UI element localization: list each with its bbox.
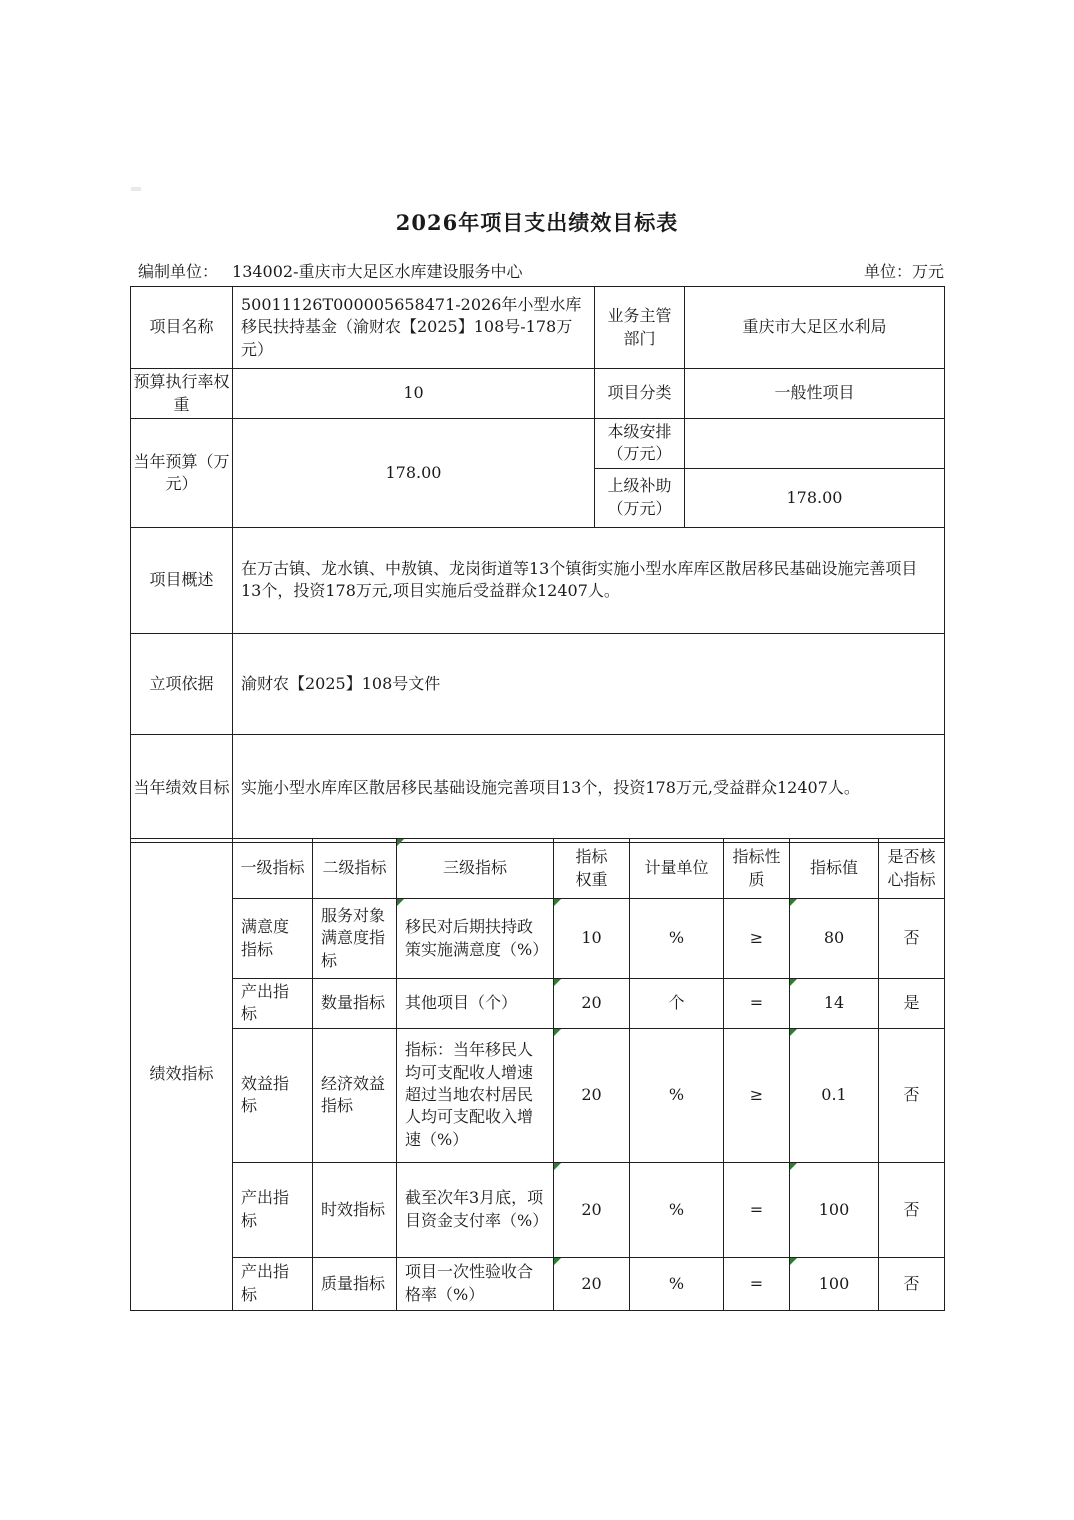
green-corner-flag-icon (790, 1258, 797, 1265)
cell-value: 80 (790, 899, 879, 979)
green-corner-flag-icon (790, 1029, 797, 1036)
cell-unit: % (630, 899, 724, 979)
prepared-by-label: 编制单位： (138, 262, 219, 281)
prepared-by-value: 134002-重庆市大足区水库建设服务中心 (232, 262, 523, 281)
cell-weight: 20 (554, 1257, 630, 1310)
meta-row (138, 259, 944, 282)
cell-core: 否 (879, 1028, 945, 1162)
cell-core: 是 (879, 979, 945, 1029)
row-goal (131, 734, 945, 842)
cell-level3: 其他项目（个） (397, 979, 554, 1029)
green-corner-flag-icon (554, 1258, 561, 1265)
cell-level2: 经济效益指标 (313, 1028, 397, 1162)
local-arrangement-value (685, 419, 945, 469)
perf-row-4 (131, 1162, 945, 1257)
perf-row-1 (131, 899, 945, 979)
cell-nature: ≥ (724, 1028, 790, 1162)
row-budget-exec (131, 369, 945, 419)
cell-weight: 10 (554, 899, 630, 979)
cell-weight: 20 (554, 979, 630, 1029)
cell-level3: 项目一次性验收合格率（%） (397, 1257, 554, 1310)
green-corner-flag-icon (554, 1029, 561, 1036)
header-weight: 指标权重 (554, 839, 630, 899)
year-budget-label: 当年预算（万元） (131, 419, 233, 528)
basis-value: 渝财农【2025】108号文件 (233, 633, 945, 734)
basis-label: 立项依据 (131, 633, 233, 734)
scan-artifact-dash (131, 187, 141, 191)
cell-level3: 指标：当年移民人均可支配收人增速超过当地农村居民人均可支配收入增速（%） (397, 1028, 554, 1162)
category-label: 项目分类 (595, 369, 685, 419)
header-value: 指标值 (790, 839, 879, 899)
cell-level1: 产出指标 (233, 1257, 313, 1310)
row-project-name (131, 287, 945, 369)
cell-level1: 满意度指标 (233, 899, 313, 979)
cell-unit: 个 (630, 979, 724, 1029)
budget-exec-value: 10 (233, 369, 595, 419)
project-name-label: 项目名称 (131, 287, 233, 369)
header-level1: 一级指标 (233, 839, 313, 899)
perf-header-row (131, 839, 945, 899)
green-corner-flag-icon (397, 899, 404, 906)
cell-unit: % (630, 1162, 724, 1257)
cell-level1: 产出指标 (233, 1162, 313, 1257)
cell-level3: 截至次年3月底，项目资金支付率（%） (397, 1162, 554, 1257)
cell-weight: 20 (554, 1162, 630, 1257)
year-budget-value: 178.00 (233, 419, 595, 528)
green-corner-flag-icon (790, 1163, 797, 1170)
dept-label: 业务主管部门 (595, 287, 685, 369)
cell-level2: 数量指标 (313, 979, 397, 1029)
cell-level2: 质量指标 (313, 1257, 397, 1310)
prepared-by (138, 259, 523, 282)
cell-level3: 移民对后期扶持政策实施满意度（%） (397, 899, 554, 979)
green-corner-flag-icon (790, 899, 797, 906)
cell-nature: = (724, 979, 790, 1029)
dept-value: 重庆市大足区水利局 (685, 287, 945, 369)
cell-core: 否 (879, 1162, 945, 1257)
header-core: 是否核心指标 (879, 839, 945, 899)
page-title: 2026年项目支出绩效目标表 (395, 210, 679, 235)
header-level2: 二级指标 (313, 839, 397, 899)
perf-row-5 (131, 1257, 945, 1310)
local-arrangement-label: 本级安排（万元） (595, 419, 685, 469)
perf-row-3 (131, 1028, 945, 1162)
perf-row-2 (131, 979, 945, 1029)
goal-value: 实施小型水库库区散居移民基础设施完善项目13个，投资178万元,受益群众12407人。 (233, 734, 945, 842)
green-corner-flag-icon (554, 899, 561, 906)
cell-unit: % (630, 1028, 724, 1162)
cell-weight: 20 (554, 1028, 630, 1162)
project-name-value: 50011126T000005658471-2026年小型水库移民扶持基金（渝财农【2025】108号-178万元） (233, 287, 595, 369)
category-value: 一般性项目 (685, 369, 945, 419)
header-unit: 计量单位 (630, 839, 724, 899)
row-year-budget-1 (131, 419, 945, 469)
performance-indicator-table (130, 838, 945, 1311)
cell-value: 0.1 (790, 1028, 879, 1162)
cell-value: 100 (790, 1257, 879, 1310)
header-nature: 指标性质 (724, 839, 790, 899)
cell-nature: ≥ (724, 899, 790, 979)
goal-label: 当年绩效目标 (131, 734, 233, 842)
cell-level2: 时效指标 (313, 1162, 397, 1257)
cell-core: 否 (879, 1257, 945, 1310)
header-level3: 三级指标 (397, 839, 554, 899)
cell-nature: = (724, 1257, 790, 1310)
green-corner-flag-icon (397, 839, 404, 846)
superior-subsidy-label: 上级补助（万元） (595, 468, 685, 527)
superior-subsidy-value: 178.00 (685, 468, 945, 527)
project-info-table (130, 286, 945, 843)
row-overview (131, 527, 945, 633)
overview-label: 项目概述 (131, 527, 233, 633)
overview-value: 在万古镇、龙水镇、中敖镇、龙岗街道等13个镇街实施小型水库库区散居移民基础设施完善项目13个，投资178万元,项目实施后受益群众12407人。 (233, 527, 945, 633)
green-corner-flag-icon (554, 1163, 561, 1170)
cell-core: 否 (879, 899, 945, 979)
green-corner-flag-icon (554, 979, 561, 986)
cell-value: 100 (790, 1162, 879, 1257)
cell-level1: 产出指标 (233, 979, 313, 1029)
cell-value: 14 (790, 979, 879, 1029)
row-basis (131, 633, 945, 734)
cell-level1: 效益指标 (233, 1028, 313, 1162)
green-corner-flag-icon (790, 979, 797, 986)
cell-unit: % (630, 1257, 724, 1310)
perf-section-label: 绩效指标 (131, 839, 233, 1311)
cell-level2: 服务对象满意度指标 (313, 899, 397, 979)
budget-exec-label: 预算执行率权重 (131, 369, 233, 419)
cell-nature: = (724, 1162, 790, 1257)
unit-label: 单位：万元 (863, 262, 944, 281)
